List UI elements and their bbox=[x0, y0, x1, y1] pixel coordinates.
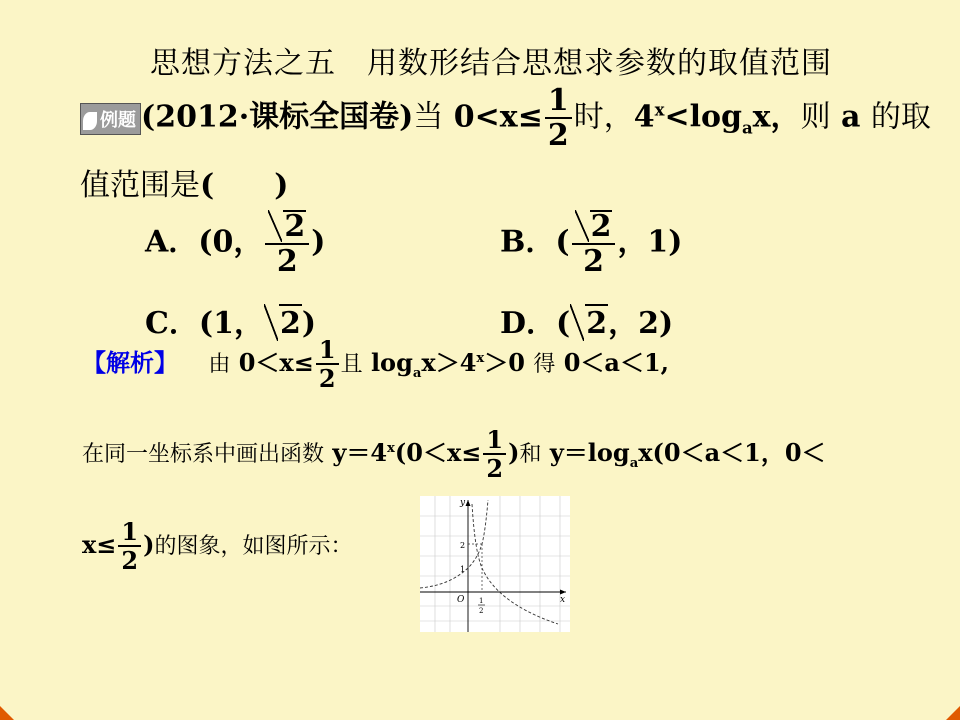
x-axis-label: x bbox=[560, 595, 566, 605]
example-source: (2012·课标全国卷) bbox=[141, 99, 414, 135]
x-tick-half-den: 2 bbox=[479, 607, 484, 615]
y-tick-1: 1 bbox=[460, 565, 466, 574]
fraction-sqrt2-over-2: $\frac{2}{2}$ bbox=[265, 210, 309, 277]
fraction-half: $\frac{1}{2}$ bbox=[483, 428, 506, 481]
y-axis-label: y bbox=[460, 498, 466, 508]
analysis-line-3: x≤ $\frac{1}{2}$ )的图象，如图所示： bbox=[82, 517, 353, 575]
analysis-line-2: 在同一坐标系中画出函数 $y=4^x(0<x\le$ $\frac{1}{2}$ )和 $y=\log_ax(0<a<1$，0＜ bbox=[82, 425, 826, 483]
example-badge: 例题 bbox=[80, 103, 141, 135]
fraction-half: $\frac{1}{2}$ bbox=[118, 520, 141, 573]
sqrt-2: 2 bbox=[570, 304, 608, 341]
option-c[interactable]: C．(1， 2) bbox=[145, 306, 317, 341]
leaf-icon bbox=[83, 112, 97, 130]
graph-svg bbox=[420, 496, 570, 632]
y-tick-2: 2 bbox=[460, 541, 466, 550]
corner-decoration-left bbox=[0, 706, 14, 720]
example-line-2: 值范围是( ) bbox=[80, 168, 289, 203]
function-graph bbox=[420, 496, 570, 632]
origin-label: O bbox=[457, 595, 465, 605]
example-line-1: 例题 (2012·课标全国卷)当 0<x≤ $\frac{1}{2}$ 时，$4^x<\log_ax$，则 a 的取 bbox=[80, 86, 931, 151]
graph-grid bbox=[420, 496, 570, 632]
analysis-tag: 【解析】 bbox=[82, 349, 178, 377]
fraction-sqrt2-over-2: $\frac{2}{2}$ bbox=[572, 210, 616, 277]
fraction-half: $\frac{1}{2}$ bbox=[316, 338, 339, 391]
option-b[interactable]: B．( $\frac{2}{2}$ ，1) bbox=[500, 209, 683, 279]
y-axis-arrow-icon bbox=[466, 500, 471, 506]
x-tick-half-num: 1 bbox=[479, 597, 484, 605]
sqrt-2: 2 bbox=[264, 304, 302, 341]
x-axis-arrow-icon bbox=[560, 590, 566, 595]
corner-decoration-right bbox=[946, 706, 960, 720]
fraction-half: $\frac{1}{2}$ bbox=[545, 86, 572, 151]
option-d[interactable]: D．( 2，2) bbox=[500, 306, 674, 341]
option-a[interactable]: A．(0， $\frac{2}{2}$ ) bbox=[145, 209, 326, 279]
slide-title: 思想方法之五 用数形结合思想求参数的取值范围 bbox=[150, 46, 832, 81]
analysis-line-1: 【解析】 由 0＜x≤ $\frac{1}{2}$ 且 $\log_ax>4^x>0$ 得 0＜a＜1, bbox=[82, 335, 670, 393]
